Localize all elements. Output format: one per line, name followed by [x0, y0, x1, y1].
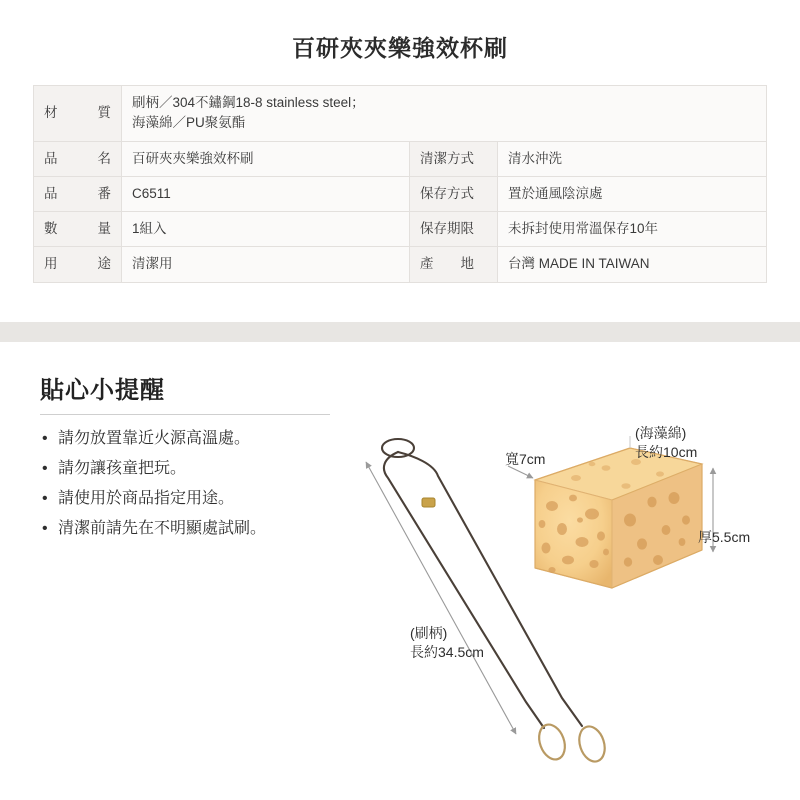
row-value-cleaning-method: 清水沖洗 [498, 141, 767, 176]
row-label-cleaning-method: 清潔方式 [410, 141, 498, 176]
tips-divider [40, 414, 330, 415]
row-label-material [34, 86, 122, 142]
label-char-left: 材 [44, 105, 58, 121]
row-value-quantity: 1組入 [122, 212, 410, 247]
label-char-right: 質 [97, 105, 111, 121]
table-row [34, 247, 767, 282]
spec-section [0, 0, 800, 322]
row-label-shelf-life: 保存期限 [410, 212, 498, 247]
label-char-right: 名 [97, 150, 111, 166]
row-value-model: C6511 [122, 176, 410, 211]
label-char-left: 數 [44, 221, 58, 236]
label-char-right: 量 [97, 221, 111, 236]
material-line-1: 刷柄／304不鏽鋼18-8 stainless steel； [132, 95, 365, 110]
tips-list [40, 424, 266, 544]
row-label-origin: 產 地 [410, 247, 498, 282]
label-char-left: 品 [44, 150, 58, 166]
diagram-svg [330, 402, 790, 792]
section-divider-band [0, 322, 800, 342]
row-label-model [34, 176, 122, 211]
handle-length-dimension-arrow [366, 462, 516, 734]
handle-label-line-2: 長約34.5cm [410, 643, 484, 660]
label-char-left: 品 [44, 185, 58, 201]
row-label-name [34, 141, 122, 176]
tips-heading: 貼心小提醒 [40, 377, 165, 404]
row-value-name: 百研夾夾樂強效杯刷 [122, 141, 410, 176]
list-item: • 清潔前請先在不明顯處試刷。 [58, 514, 266, 544]
spec-table [33, 85, 767, 283]
table-row [34, 141, 767, 176]
material-line-2: 海藻綿／PU聚氨酯 [132, 115, 246, 131]
table-row [34, 212, 767, 247]
table-row [34, 86, 767, 142]
label-char-left: 用 [44, 256, 58, 272]
sponge-label-line-2: 長約10cm [635, 443, 698, 460]
row-label-quantity [34, 212, 122, 247]
list-item: • 請勿放置靠近火源高溫處。 [58, 424, 266, 454]
tips-section [0, 342, 800, 800]
width-dimension-label: 寬7cm [505, 451, 546, 467]
list-item: • 請使用於商品指定用途。 [58, 484, 266, 514]
label-char-right: 途 [97, 256, 111, 272]
handle-dimension-label [410, 624, 484, 662]
row-label-storage-method: 保存方式 [410, 176, 498, 211]
row-label-usage [34, 247, 122, 282]
row-value-storage-method: 置於通風陰涼處 [498, 176, 767, 211]
thickness-dimension-label: 厚5.5cm [698, 529, 751, 545]
row-value-origin: 台灣 MADE IN TAIWAN [498, 247, 767, 282]
label-char-right: 番 [97, 185, 111, 201]
page-title: 百研夾夾樂強效杯刷 [292, 35, 508, 61]
handle-label-line-1: (刷柄) [410, 625, 448, 641]
row-value-shelf-life: 未拆封使用常溫保存10年 [498, 212, 767, 247]
list-item: • 請勿讓孩童把玩。 [58, 454, 266, 484]
row-value-usage: 清潔用 [122, 247, 410, 282]
sponge-label-line-1: (海藻綿) [635, 425, 687, 441]
product-dimension-diagram [330, 402, 790, 792]
row-value-material [122, 86, 767, 142]
sponge-illustration [535, 448, 702, 588]
sponge-dimension-label [635, 424, 697, 462]
table-row [34, 176, 767, 211]
